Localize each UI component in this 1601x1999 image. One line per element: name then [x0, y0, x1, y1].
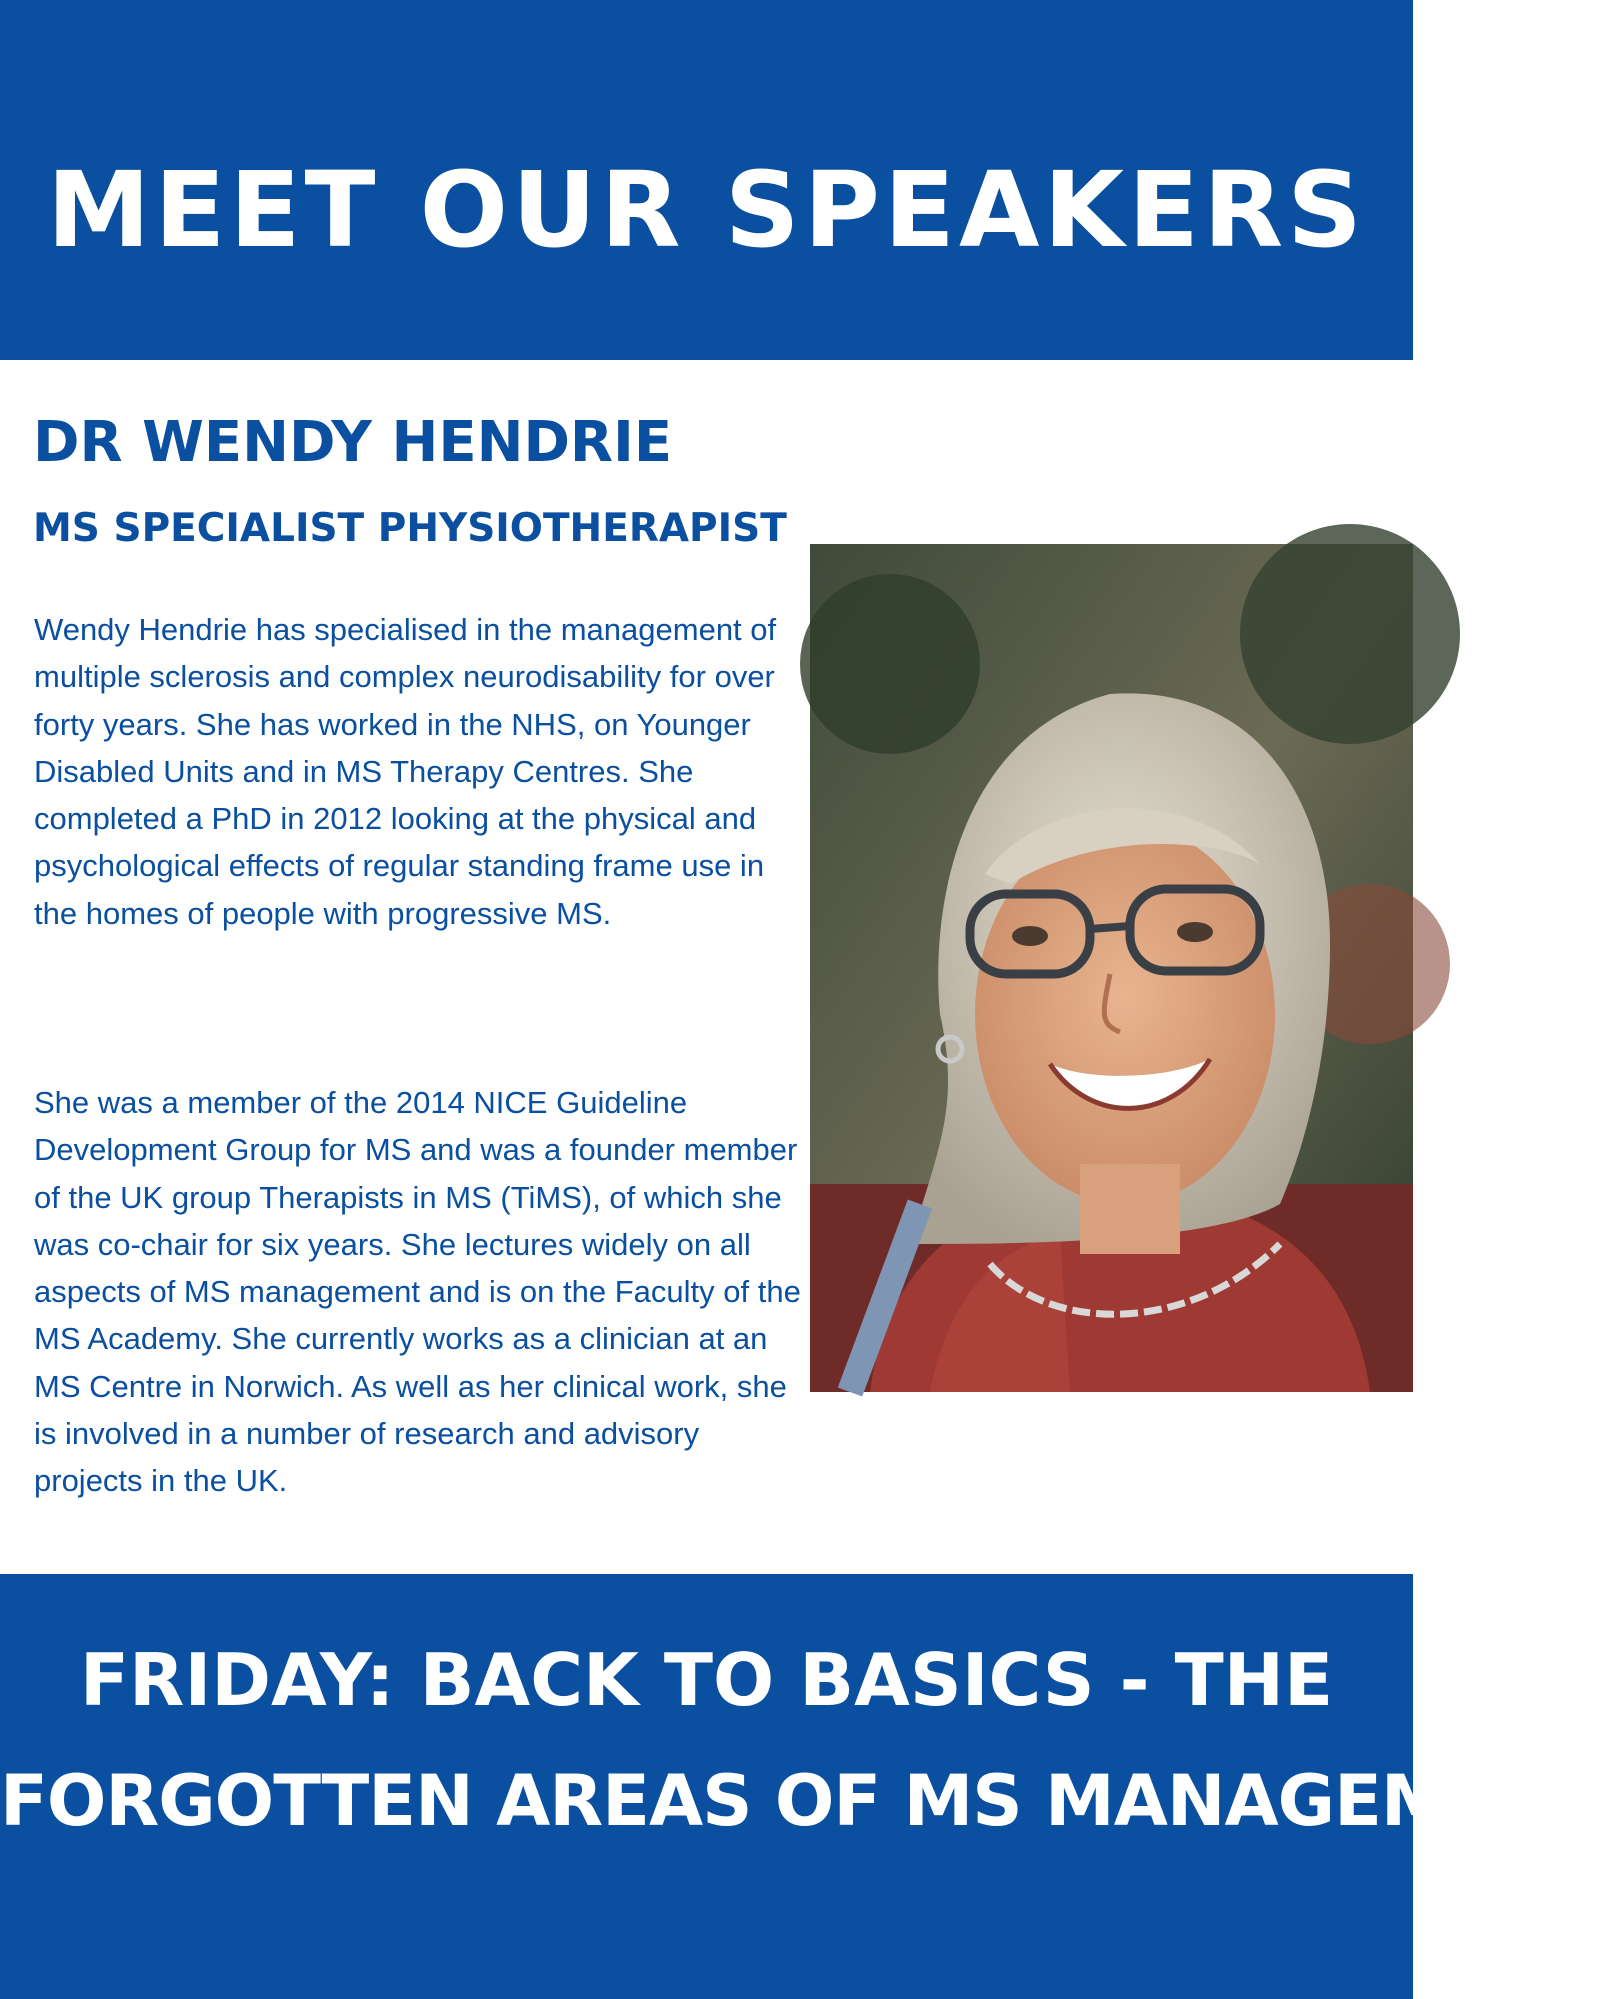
speaker-photo: [810, 544, 1413, 1392]
page-title: MEET OUR SPEAKERS: [46, 149, 1367, 271]
speaker-role: MS SPECIALIST PHYSIOTHERAPIST: [33, 506, 787, 551]
speaker-bio-paragraph-1: Wendy Hendrie has specialised in the management of multiple sclerosis and complex neurodisability for over forty years. She has worked in the NHS, on Younger Disabled Units and in MS Therapy Centres. She completed a PhD in 2012 looking at the physical and psychological effects of regular standing frame use in the homes of people with progressive MS.: [34, 612, 777, 931]
session-title-line-1: FRIDAY: BACK TO BASICS - THE: [79, 1638, 1334, 1722]
speaker-portrait-icon: [810, 544, 1413, 1392]
speaker-name: DR WENDY HENDRIE: [33, 410, 673, 475]
session-title-line-2: FORGOTTEN AREAS OF MS MANAGEMENT: [0, 1760, 1601, 1842]
speaker-bio-paragraph-2: She was a member of the 2014 NICE Guideline Development Group for MS and was a founder member of the UK group Therapists in MS (TiMS), of which she was co-chair for six years. She lectures widely on all aspects of MS management and is on the Faculty of the MS Academy. She currently works as a clinician at an MS Centre in Norwich. As well as her clinical work, she is involved in a number of research and advisory projects in the UK.: [34, 1085, 801, 1499]
